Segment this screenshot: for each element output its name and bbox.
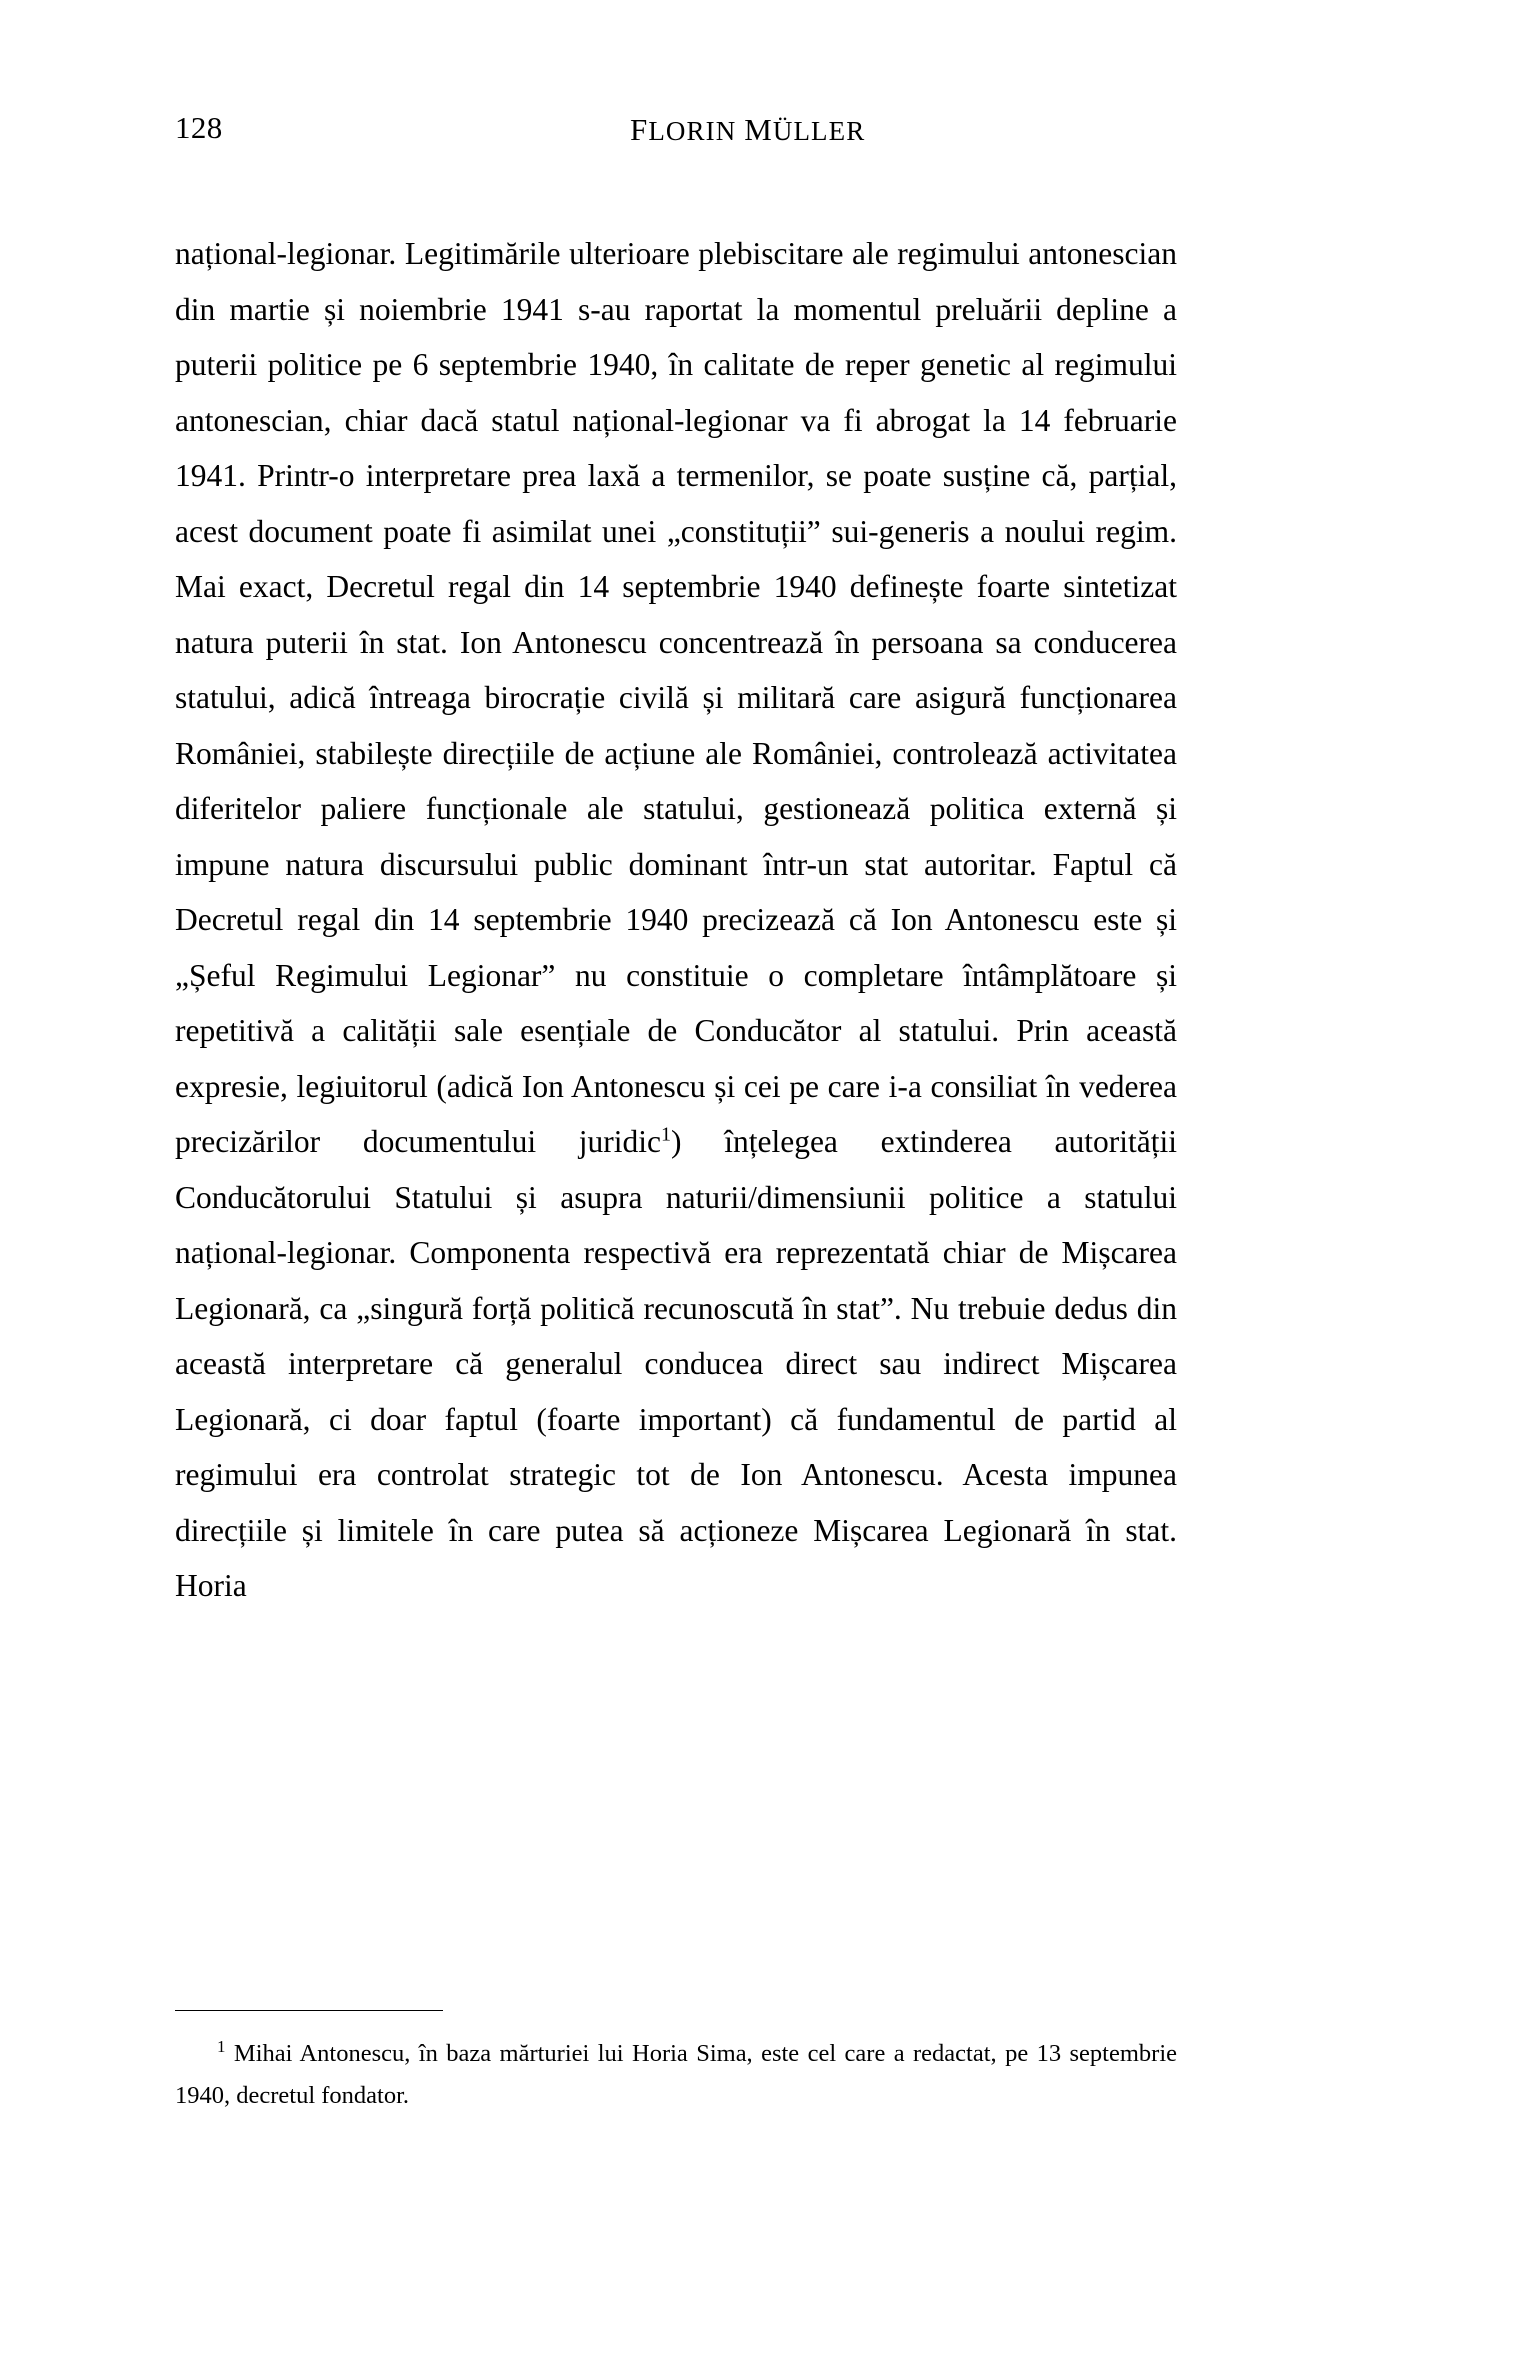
running-head [175,110,1355,170]
footnote-separator-rule [175,2010,443,2011]
footnote-number: 1 [217,2036,226,2056]
footnote-reference: 1 [661,1123,672,1146]
paragraph-part-one: național-legionar. Legitimările ulterioare plebiscitare ale regimului antonescian din martie și noiembrie 1941 s-au raportat la momentul preluării depline a puterii politice pe 6 septembrie 1940, în calitate de reper genetic al regimului antonescian, chiar dacă statul național-legionar va fi abrogat la 14 februarie 1941. Printr-o interpretare prea laxă a termenilor, se poate susține că, parțial, acest document poate fi asimilat unei „constituții” sui-generis a noului regim. Mai exact, Decretul regal din 14 septembrie 1940 definește foarte sintetizat natura puterii în stat. Ion Antonescu concentrează în persoana sa conducerea statului, adică întreaga birocrație civilă și militară care asigură funcționarea României, stabilește direcțiile de acțiune ale României, controlează activitatea diferitelor paliere funcționale ale statului, gestionează politica externă și impune natura discursului public dominant într-un stat autoritar. Faptul că Decretul regal din 14 septembrie 1940 precizează că Ion Antonescu este și „Șeful Regimului Legionar” nu constituie o completare întâmplătoare și repetitivă a calității sale esențiale de Conducător al statului. Prin această expresie, legiuitorul (adică Ion Antonescu și cei pe care i-a consiliat în vederea precizărilor documentului juridic [175,236,1177,1159]
page-number: 128 [175,110,223,145]
running-head-initial-f: F [630,112,649,147]
footnote-entry [175,2033,1177,2117]
running-head-initial-m: M [744,112,773,147]
footnote-area [175,2010,1177,2117]
running-head-uller: ÜLLER [772,116,866,146]
page-content [175,110,1355,1614]
main-paragraph [175,226,1177,1614]
footnote-body: Mihai Antonescu, în baza mărturiei lui Horia Sima, este cel care a redactat, pe 13 septembrie 1940, decretul fondator. [175,2040,1177,2109]
paragraph-part-two: ) înțelegea extinderea autorității Conducătorului Statului și asupra naturii/dimensiunii politice a statului național-legionar. Componenta respectivă era reprezentată chiar de Mișcarea Legionară, ca „singură forță politică recunoscută în stat”. Nu trebuie dedus din această interpretare că generalul conducea direct sau indirect Mișcarea Legionară, ci doar faptul (foarte important) că fundamentul de partid al regimului era controlat strategic tot de Ion Antonescu. Acesta impunea direcțiile și limitele în care putea să acționeze Mișcarea Legionară în stat. Horia [175,1124,1177,1603]
running-head-title [630,112,865,148]
running-head-lorin: LORIN [648,116,745,146]
body-text [175,226,1177,1614]
